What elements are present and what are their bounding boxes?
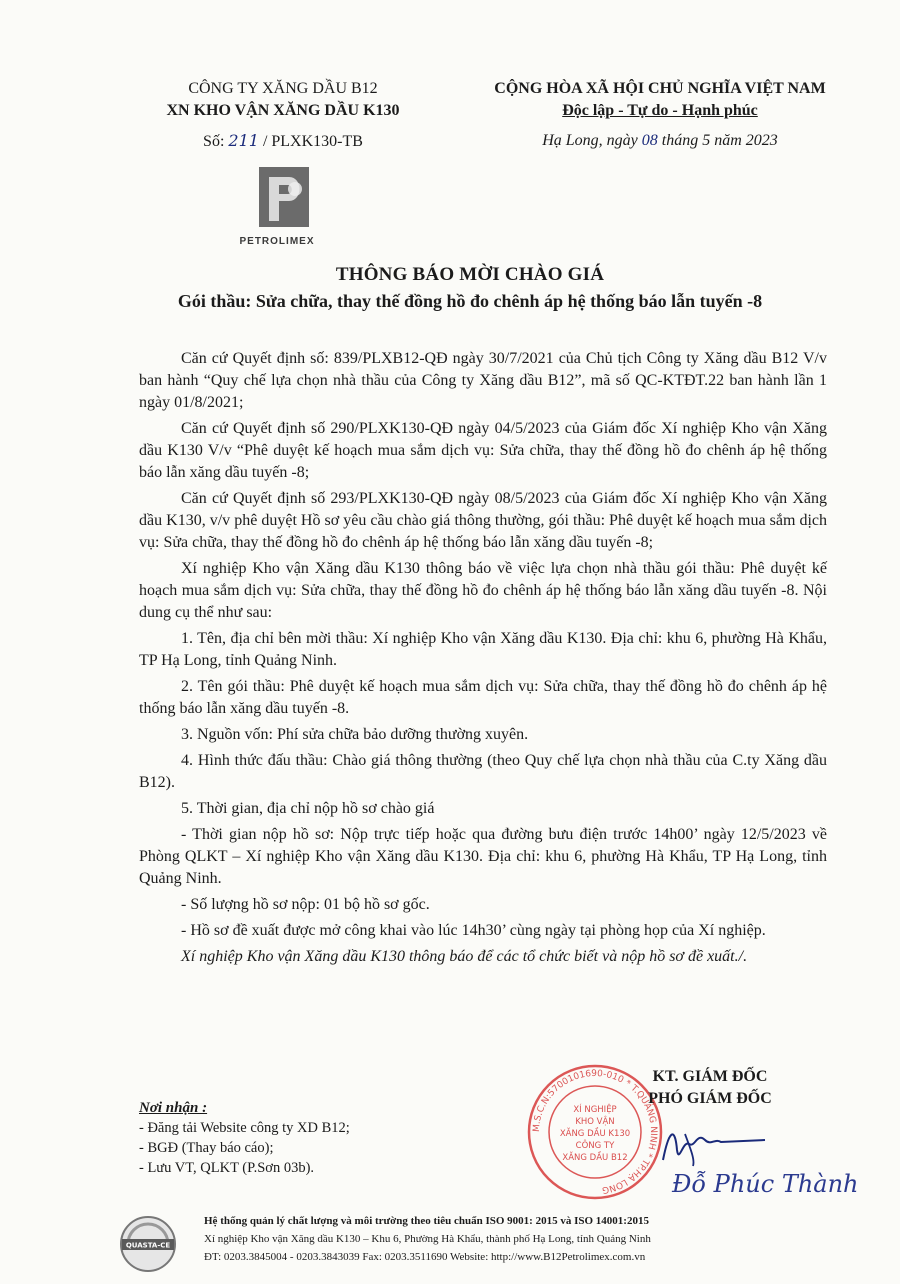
nation-name: CỘNG HÒA XÃ HỘI CHỦ NGHĨA VIỆT NAM	[494, 80, 826, 97]
body-paragraph: - Số lượng hồ sơ nộp: 01 bộ hồ sơ gốc.	[181, 896, 430, 913]
stamp-line: CÔNG TY	[575, 1141, 615, 1151]
recipient-item: - Đăng tải Website công ty XD B12;	[139, 1120, 350, 1136]
body-paragraph: Căn cứ Quyết định số: 839/PLXB12-QĐ ngày 30/7/2021 của Chủ tịch Công ty Xăng dầu B12 V/v ban hành “Quy chế lựa chọn nhà thầu của Công ty Xăng dầu B12”, mã số QC-KTĐT.22 ban hành lần 1 ngày 01/8/2021;	[139, 350, 827, 411]
body-paragraph: 3. Nguồn vốn: Phí sửa chữa bảo dưỡng thường xuyên.	[181, 726, 529, 743]
stamp-line: XÍ NGHIỆP	[573, 1105, 617, 1115]
stamp-line: KHO VẬN	[575, 1117, 615, 1127]
signature-title: KT. GIÁM ĐỐC PHÓ GIÁM ĐỐC	[648, 1068, 772, 1107]
logo-text: PETROLIMEX	[239, 236, 315, 247]
signer-name: Đỗ Phúc Thành	[672, 1170, 859, 1198]
body-paragraph: Căn cứ Quyết định số 290/PLXK130-QĐ ngày 04/5/2023 của Giám đốc Xí nghiệp Kho vận Xăng dầu K130 V/v “Phê duyệt kế hoạch mua sắm dịch vụ: Sửa chữa, thay thế đồng hồ đo chênh áp hệ thống báo lẫn xăng dầu tuyến -8;	[139, 420, 827, 481]
footer-logo-text: QUASTA-CE	[125, 1241, 171, 1250]
national-header	[440, 78, 880, 152]
document-subtitle: Gói thầu: Sửa chữa, thay thế đồng hồ đo chênh áp hệ thống báo lẫn tuyến -8	[177, 291, 763, 311]
issue-date: Hạ Long, ngày 08 tháng 5 năm 2023	[542, 132, 778, 149]
footer-text	[204, 1212, 884, 1266]
petrolimex-logo	[224, 167, 330, 247]
footer-iso-line: Hệ thống quản lý chất lượng và môi trường theo tiêu chuẩn ISO 9001: 2015 và ISO 14001:2015	[204, 1215, 649, 1227]
document-title: THÔNG BÁO MỜI CHÀO GIÁ	[335, 264, 605, 285]
body-paragraph: Xí nghiệp Kho vận Xăng dầu K130 thông báo về việc lựa chọn nhà thầu gói thầu: Phê duyệt kế hoạch mua sắm dịch vụ: Sửa chữa, thay thế đồng hồ đo chênh áp hệ thống báo lẫn xăng dầu tuyến -8. Nội dung cụ thể như sau:	[139, 560, 827, 621]
closing-paragraph: Xí nghiệp Kho vận Xăng dầu K130 thông báo để các tổ chức biết và nộp hồ sơ đề xuất./.	[181, 948, 748, 965]
body-paragraph: 5. Thời gian, địa chỉ nộp hồ sơ chào giá	[181, 800, 435, 817]
issue-day-handwritten: 08	[641, 132, 658, 149]
quasta-certification-icon	[118, 1214, 178, 1274]
petrolimex-logo-icon	[259, 167, 309, 227]
stamp-ring-text: M.S.C.N:5700101690-010 * T.QUẢNG NINH * TP.HẠ LONG	[531, 1068, 659, 1195]
document-body	[139, 348, 827, 972]
document-number-handwritten: 211	[228, 131, 259, 150]
body-paragraph: - Thời gian nộp hồ sơ: Nộp trực tiếp hoặc qua đường bưu điện trước 14h00’ ngày 12/5/2023 về Phòng QLKT – Xí nghiệp Kho vận Xăng dầu K130. Địa chỉ: khu 6, phường Hà Khẩu, TP Hạ Long, tỉnh Quảng Ninh.	[139, 826, 827, 887]
national-motto: Độc lập - Tự do - Hạnh phúc	[562, 102, 758, 119]
stamp-line: XĂNG DẦU K130	[559, 1129, 631, 1139]
unit-name: XN KHO VẬN XĂNG DẦU K130	[166, 102, 400, 119]
footer	[118, 1212, 878, 1274]
title-block	[100, 262, 840, 314]
issuer-header	[128, 78, 438, 153]
stamp-line: XĂNG DẦU B12	[562, 1153, 628, 1163]
document-number: Số: 211 / PLXK130-TB	[203, 131, 363, 150]
recipients-title: Nơi nhận :	[139, 1100, 208, 1116]
handwritten-signature	[655, 1120, 775, 1170]
recipient-item: - Lưu VT, QLKT (P.Sơn 03b).	[139, 1160, 315, 1176]
body-paragraph: Căn cứ Quyết định số 293/PLXK130-QĐ ngày 08/5/2023 của Giám đốc Xí nghiệp Kho vận Xăng dầu K130, v/v phê duyệt Hồ sơ yêu cầu chào giá thông thường, gói thầu: Phê duyệt kế hoạch mua sắm dịch vụ: Sửa chữa, thay thế đồng hồ đo chênh áp hệ thống báo lẫn xăng dầu tuyến -8;	[139, 490, 827, 551]
footer-contact-line: ĐT: 0203.3845004 - 0203.3843039 Fax: 0203.3511690 Website: http://www.B12Petrolimex.com.vn	[204, 1251, 646, 1263]
company-name: CÔNG TY XĂNG DẦU B12	[188, 80, 378, 97]
body-paragraph: - Hồ sơ đề xuất được mở công khai vào lúc 14h30’ cùng ngày tại phòng họp của Xí nghiệp.	[181, 922, 766, 939]
recipients-list	[139, 1098, 439, 1178]
signature-block	[560, 1066, 860, 1110]
footer-address-line: Xí nghiệp Kho vận Xăng dầu K130 – Khu 6, Phường Hà Khẩu, thành phố Hạ Long, tỉnh Quảng Ninh	[204, 1233, 651, 1245]
body-paragraph: 1. Tên, địa chỉ bên mời thầu: Xí nghiệp Kho vận Xăng dầu K130. Địa chỉ: khu 6, phường Hà Khẩu, TP Hạ Long, tỉnh Quảng Ninh.	[139, 630, 827, 669]
recipient-item: - BGĐ (Thay báo cáo);	[139, 1140, 274, 1156]
body-paragraph: 4. Hình thức đấu thầu: Chào giá thông thường (theo Quy chế lựa chọn nhà thầu của C.ty Xăng dầu B12).	[139, 752, 827, 791]
body-paragraph: 2. Tên gói thầu: Phê duyệt kế hoạch mua sắm dịch vụ: Sửa chữa, thay thế đồng hồ đo chênh áp hệ thống báo lẫn xăng dầu tuyến -8.	[139, 678, 827, 717]
